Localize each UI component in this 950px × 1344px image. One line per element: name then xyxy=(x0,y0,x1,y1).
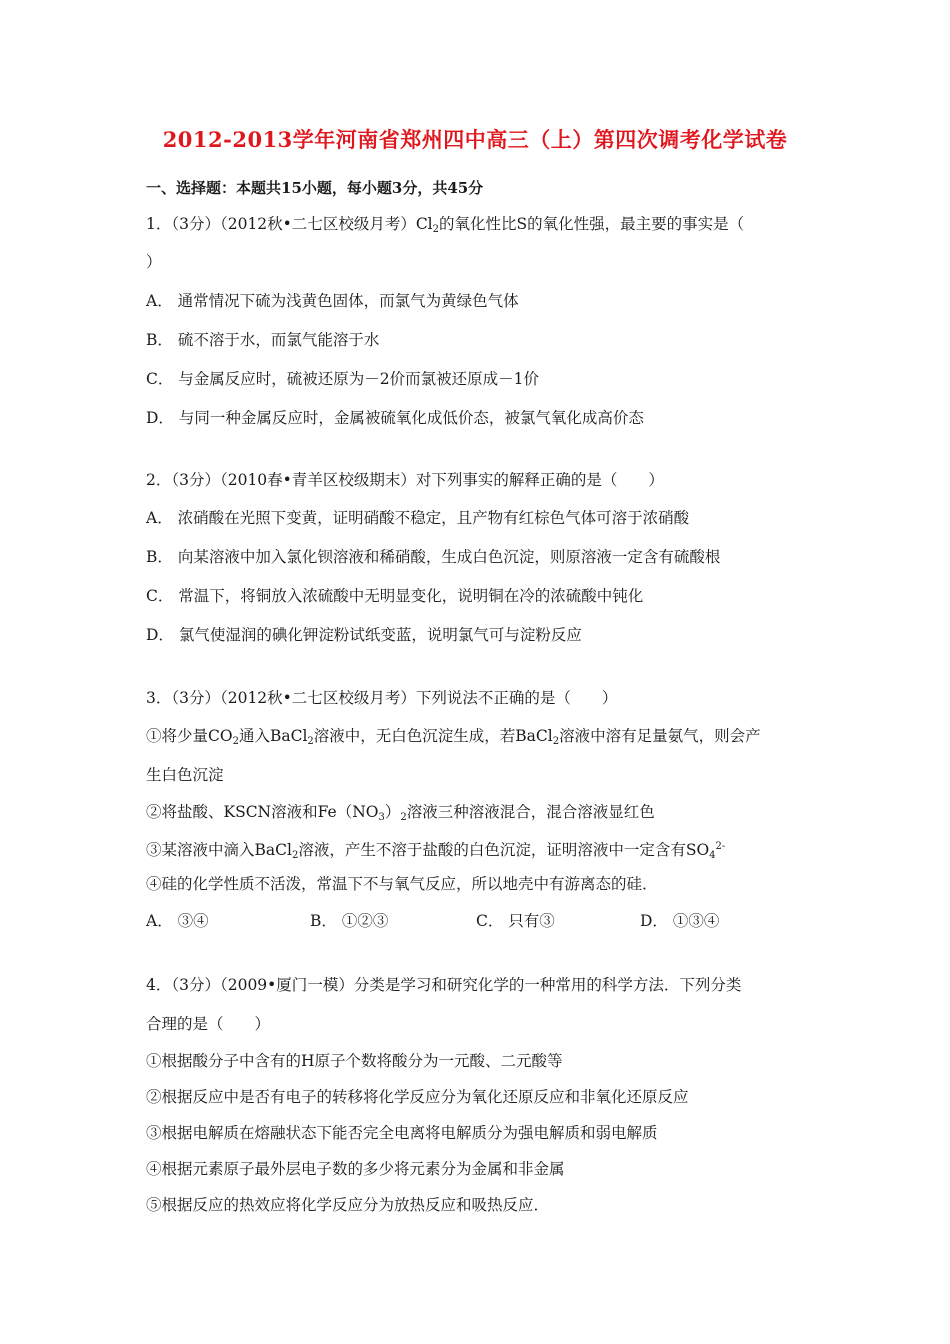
q3-s2-sub: 2 xyxy=(400,812,407,823)
q3-s3-sup: 2- xyxy=(715,841,726,852)
q3-s2-text: 溶液三种溶液混合，混合溶液显红色 xyxy=(406,803,655,821)
q1-option-a: A． 通常情况下硫为浅黄色固体，而氯气为黄绿色气体 xyxy=(146,292,519,310)
q3-option-a: A． ③④ xyxy=(146,912,209,930)
q3-statement-4: ④硅的化学性质不活泼，常温下不与氧气反应，所以地壳中有游离态的硅． xyxy=(146,875,658,893)
q2-option-c: C． 常温下，将铜放入浓硫酸中无明显变化，说明铜在冷的浓硫酸中钝化 xyxy=(146,587,644,605)
q1-option-d: D． 与同一种金属反应时，金属被硫氧化成低价态，被氯气氧化成高价态 xyxy=(146,409,644,427)
q4-stem: 4．（3分）（2009•厦门一模）分类是学习和研究化学的一种常用的科学方法．下列分类 xyxy=(146,976,742,994)
q3-s1-text: 通入BaCl xyxy=(238,727,308,745)
q3-s3-sub: 2 xyxy=(291,850,299,861)
q4-item-1: ①根据酸分子中含有的H原子个数将酸分为一元酸、二元酸等 xyxy=(146,1052,563,1070)
q3-option-d: D． ①③④ xyxy=(640,912,720,930)
q3-s2-text: ②将盐酸、KSCN溶液和Fe（NO xyxy=(146,803,379,821)
q3-s3-sub: 4 xyxy=(709,850,716,861)
q3-statement-2 xyxy=(146,802,655,828)
q2-option-d: D． 氯气使湿润的碘化钾淀粉试纸变蓝，说明氯气可与淀粉反应 xyxy=(146,626,582,644)
q4-item-2: ②根据反应中是否有电子的转移将化学反应分为氧化还原反应和非氧化还原反应 xyxy=(146,1088,689,1106)
q1-stem-text-2: 的氧化性比S的氧化性强，最主要的事实是（ xyxy=(439,215,745,233)
q2-option-a: A． 浓硝酸在光照下变黄，证明硝酸不稳定，且产物有红棕色气体可溶于浓硝酸 xyxy=(146,509,690,527)
q3-s2-sub: 3 xyxy=(378,812,385,823)
q3-statement-1 xyxy=(146,726,761,752)
q4-item-4: ④根据元素原子最外层电子数的多少将元素分为金属和非金属 xyxy=(146,1160,565,1178)
page-title: 2012-2013学年河南省郑州四中高三（上）第四次调考化学试卷 xyxy=(162,127,788,152)
q1-stem-text: 1．（3分）（2012秋•二七区校级月考）Cl xyxy=(146,215,433,233)
q3-statement-3 xyxy=(146,837,725,866)
q1-stem-cont: ） xyxy=(146,253,162,271)
q1-option-c: C． 与金属反应时，硫被还原为－2价而氯被还原成－1价 xyxy=(146,370,540,388)
q3-statement-1-cont: 生白色沉淀 xyxy=(146,766,224,784)
q3-option-c: C． 只有③ xyxy=(476,912,555,930)
q1-stem xyxy=(146,214,744,240)
q2-stem: 2．（3分）（2010春•青羊区校级期末）对下列事实的解释正确的是（ ） xyxy=(146,471,664,489)
q3-s1-sub: 2 xyxy=(307,736,314,747)
q3-s3-text: 溶液，产生不溶于盐酸的白色沉淀，证明溶液中一定含有SO xyxy=(298,841,710,859)
q4-item-3: ③根据电解质在熔融状态下能否完全电离将电解质分为强电解质和弱电解质 xyxy=(146,1124,658,1142)
q3-s1-sub: 2 xyxy=(552,736,560,747)
q3-s3-text: ③某溶液中滴入BaCl xyxy=(146,841,292,859)
q4-item-5: ⑤根据反应的热效应将化学反应分为放热反应和吸热反应． xyxy=(146,1196,550,1214)
q3-s1-text: ①将少量CO xyxy=(146,727,233,745)
q3-options xyxy=(146,911,826,933)
q4-stem-cont: 合理的是（ ） xyxy=(146,1015,271,1033)
q3-s2-text: ） xyxy=(384,803,401,821)
q3-stem: 3．（3分）（2012秋•二七区校级月考）下列说法不正确的是（ ） xyxy=(146,689,618,707)
q3-option-b: B． ①②③ xyxy=(310,912,389,930)
q2-option-b: B． 向某溶液中加入氯化钡溶液和稀硝酸，生成白色沉淀，则原溶液一定含有硫酸根 xyxy=(146,548,721,566)
q3-s1-sub: 2 xyxy=(232,736,239,747)
q1-option-b: B． 硫不溶于水，而氯气能溶于水 xyxy=(146,331,380,349)
section-heading: 一、选择题：本题共15小题，每小题3分，共45分 xyxy=(146,179,484,197)
q3-s1-text: 溶液中溶有足量氨气，则会产 xyxy=(559,727,761,745)
q1-subscript: 2 xyxy=(432,224,440,235)
q3-s1-text: 溶液中，无白色沉淀生成，若BaCl xyxy=(313,727,553,745)
